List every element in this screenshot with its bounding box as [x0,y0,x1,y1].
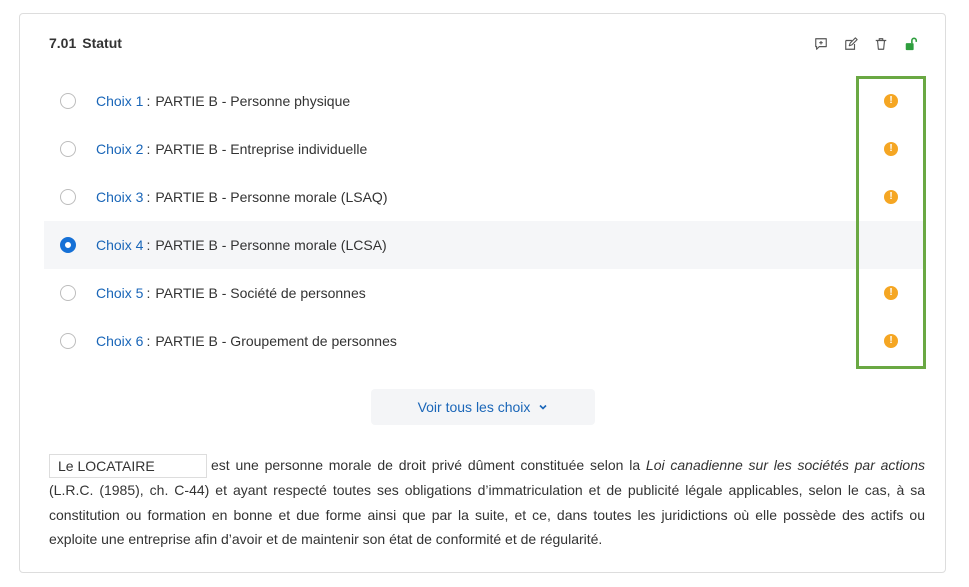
unlock-icon[interactable] [903,36,919,52]
show-all-choices-button[interactable] [371,389,595,425]
comment-add-icon[interactable] [813,36,829,52]
section-number: 7.01 [49,35,77,51]
clause-card [19,13,946,573]
paragraph-text-start: est une personne morale de droit privé dûment constituée selon la [211,457,646,473]
choice-text: PARTIE B - Groupement de personnes [155,333,397,349]
choice-number: Choix 1 [96,93,144,109]
section-title [49,34,122,52]
choice-separator: : [146,237,151,253]
choice-label [96,284,366,302]
paragraph-text-end: (L.R.C. (1985), ch. C-44) et ayant respecté toutes ses obligations d’immatriculation et de publicité légale applicables, selon le cas, à sa constitution ou formation en bonne et due forme ainsi que par la suite, et ce, dans toutes les juridictions où elle possède des actifs ou exploite une entreprise afin d’avoir et de maintenir son état de conformité et de régularité. [49,482,925,548]
choice-number: Choix 5 [96,285,144,301]
choice-radio[interactable] [60,285,76,301]
choice-separator: : [146,189,151,205]
choice-item-4[interactable] [44,221,924,269]
choice-item-3[interactable] [44,173,924,221]
choice-separator: : [146,285,151,301]
choice-list [44,77,924,365]
choice-separator: : [146,141,151,157]
trash-icon[interactable] [873,36,889,52]
section-label: Statut [82,35,122,51]
party-name-field[interactable] [49,454,207,478]
choice-radio[interactable] [60,93,76,109]
warning-icon: ! [884,334,898,348]
choice-text: PARTIE B - Personne physique [155,93,351,109]
warning-icon: ! [884,94,898,108]
choice-radio-selected[interactable] [60,237,76,253]
choice-label [96,188,387,206]
edit-icon[interactable] [843,36,859,52]
choice-label [96,92,350,110]
warning-icon: ! [884,286,898,300]
choice-separator: : [146,333,151,349]
choice-text: PARTIE B - Personne morale (LSAQ) [155,189,388,205]
warning-icon: ! [884,190,898,204]
choice-radio[interactable] [60,189,76,205]
choice-number: Choix 6 [96,333,144,349]
choice-text: PARTIE B - Entreprise individuelle [155,141,368,157]
choice-radio[interactable] [60,141,76,157]
choice-text: PARTIE B - Société de personnes [155,285,366,301]
choice-text: PARTIE B - Personne morale (LCSA) [155,237,387,253]
choice-number: Choix 3 [96,189,144,205]
clause-paragraph [49,453,925,552]
choice-number: Choix 2 [96,141,144,157]
law-name: Loi canadienne sur les sociétés par actions [645,457,926,473]
choice-item-6[interactable] [44,317,924,365]
chevron-down-icon [538,402,548,412]
choice-number: Choix 4 [96,237,144,253]
choice-item-2[interactable] [44,125,924,173]
choice-item-1[interactable] [44,77,924,125]
warning-icon: ! [884,142,898,156]
choice-label [96,140,367,158]
show-all-label: Voir tous les choix [417,399,531,415]
choice-separator: : [146,93,151,109]
section-toolbar [813,36,919,52]
choice-label [96,332,397,350]
choice-item-5[interactable] [44,269,924,317]
choice-label [96,236,387,254]
choice-radio[interactable] [60,333,76,349]
